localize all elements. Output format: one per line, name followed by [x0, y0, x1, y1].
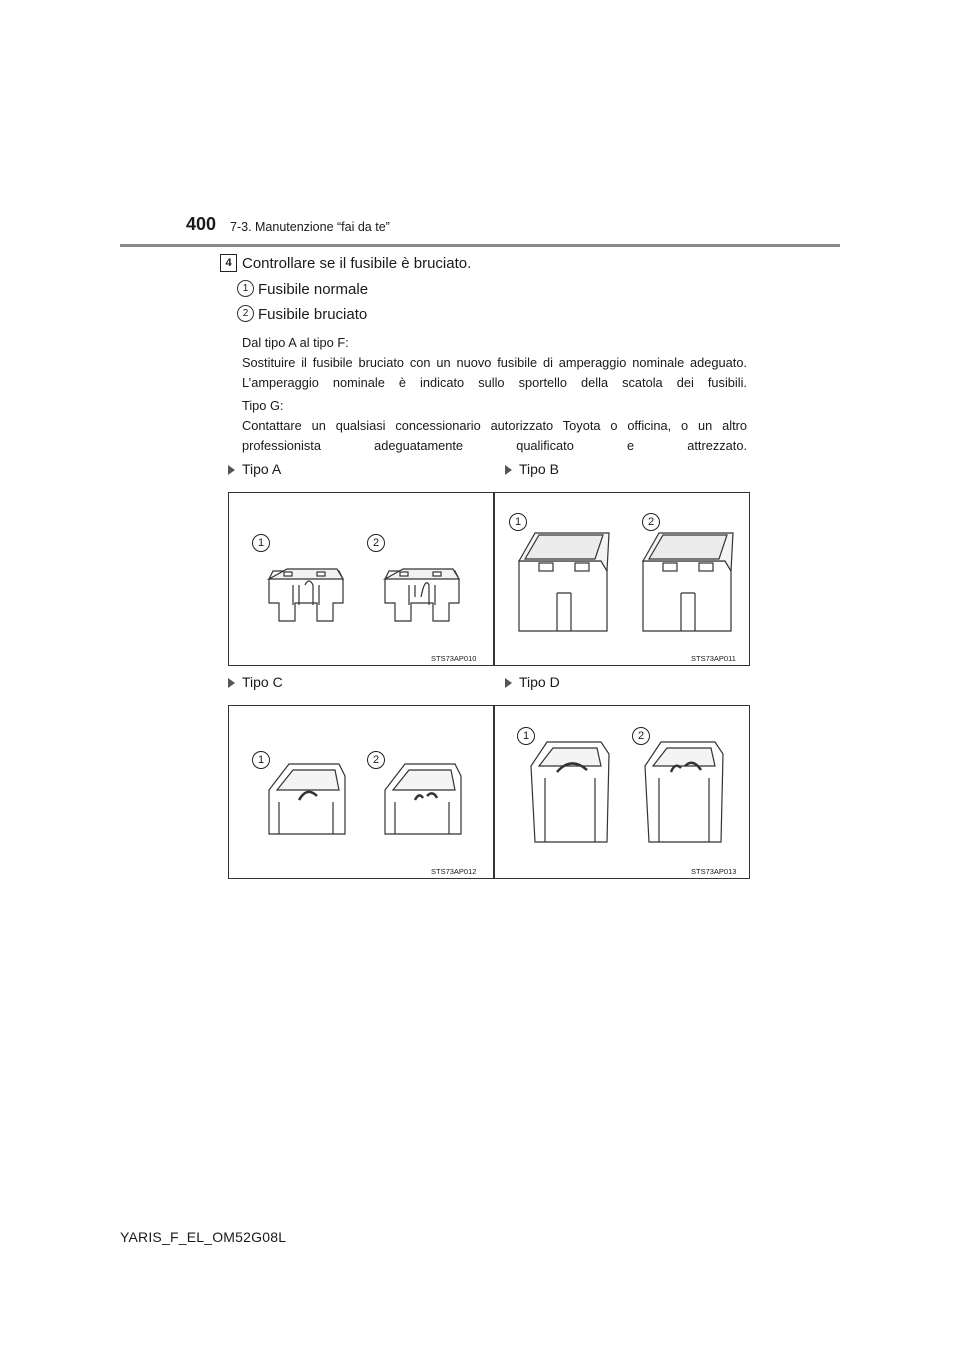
- item-label-blown: Fusibile bruciato: [258, 306, 368, 323]
- figure-panel-type-b: [494, 492, 750, 666]
- footer-document-id: YARIS_F_EL_OM52G08L: [120, 1229, 287, 1245]
- callout-blown: 2: [367, 534, 385, 552]
- item-number-2: 2: [237, 305, 254, 322]
- callout-blown: 2: [367, 751, 385, 769]
- paragraph-af-text: Sostituire il fusibile bruciato con un nuovo fusibile di amperaggio nominale adeguato. L’amperaggio nominale è indicato sullo sportello della scatola dei fusibili.: [242, 355, 747, 390]
- callout-blown: 2: [632, 727, 650, 745]
- item-label-normal: Fusibile normale: [258, 281, 369, 298]
- triangle-bullet-icon: [228, 465, 235, 475]
- figure-code: STS73AP011: [691, 654, 736, 663]
- fuse-type-b-illustration: [495, 493, 751, 667]
- page-number: 400: [186, 214, 217, 234]
- figure-panel-type-d: [494, 705, 750, 879]
- figure-panel-type-c: [228, 705, 494, 879]
- callout-normal: 1: [252, 751, 270, 769]
- section-title: 7-3. Manutenzione “fai da te”: [230, 220, 390, 234]
- figure-panel-type-a: [228, 492, 494, 666]
- triangle-bullet-icon: [505, 678, 512, 688]
- figure-code: STS73AP012: [431, 867, 477, 876]
- paragraph-g-heading: Tipo G:: [242, 398, 284, 413]
- callout-normal: 1: [509, 513, 527, 531]
- figure-code: STS73AP013: [691, 867, 737, 876]
- fuse-type-c-illustration: [229, 706, 495, 880]
- figure-label-a: Tipo A: [242, 461, 282, 477]
- paragraph-g-text: Contattare un qualsiasi concessionario autorizzato Toyota o officina, o un altro professionista adeguatamente qualificato e attrezzato.: [242, 418, 747, 453]
- item-number-1: 1: [237, 280, 254, 297]
- callout-normal: 1: [517, 727, 535, 745]
- triangle-bullet-icon: [505, 465, 512, 475]
- step-title: Controllare se il fusibile è bruciato.: [242, 255, 472, 272]
- step-badge: 4: [220, 254, 237, 272]
- triangle-bullet-icon: [228, 678, 235, 688]
- fuse-type-a-illustration: [229, 493, 495, 667]
- figure-label-c: Tipo C: [242, 674, 283, 690]
- paragraph-af-heading: Dal tipo A al tipo F:: [242, 335, 349, 350]
- figure-label-b: Tipo B: [519, 461, 559, 477]
- callout-normal: 1: [252, 534, 270, 552]
- header-rule: [120, 244, 840, 247]
- figure-label-d: Tipo D: [519, 674, 560, 690]
- callout-blown: 2: [642, 513, 660, 531]
- figure-code: STS73AP010: [431, 654, 477, 663]
